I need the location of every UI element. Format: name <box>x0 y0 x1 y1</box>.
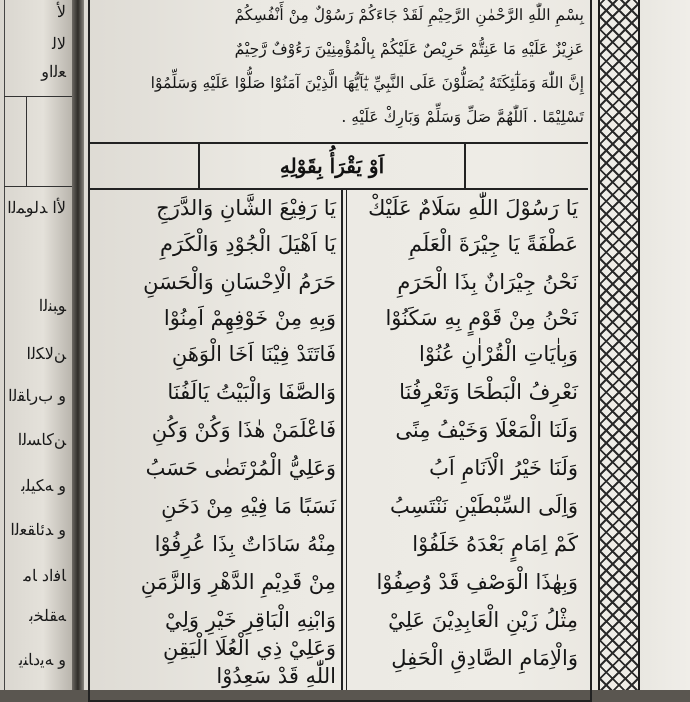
verse-line: ﻧَﻌْﺮِﻑُ ﺍﻟْﺒَﻄْﺤَﺎ ﻭَﺗَﻌْﺮِﻓُﻨَﺎ <box>399 380 578 404</box>
adjacent-page-text: ﻭ ﺏﺭﺎﻘﻟﺍ <box>8 386 66 405</box>
verse-line: ﺣَﺮَﻡُ ﺍﻟْﺎِﺣْﺴَﺎﻥِ ﻭَﺍﻟْﺤَﺴَﻦِ <box>143 270 336 294</box>
adjacent-page-text: ﻪﻘﻠﺨﺑ <box>29 606 66 625</box>
adjacent-page-text: ﻻﻟ <box>52 34 66 53</box>
verse-line: ﺍﻟﻠّٰﻪِ ﻗَﺪْ ﺳَﻌِﺪُﻭْﺍ <box>216 664 336 688</box>
verse-line: ﻳَﺎ ﺍَﻫْﻴَﻞَ ﺍﻟْﺠُﻮْﺩِ ﻭَﺍﻟْﻜَﺮَﻡِ <box>160 232 336 256</box>
book-gutter <box>72 0 84 690</box>
column-divider <box>341 190 343 690</box>
verse-line: ﻭَﺑِﻪِ ﻣِﻦْ ﺧَﻮْﻓِﻬِﻢْ ﺍَﻣِﻨُﻮْﺍ <box>163 306 336 330</box>
verse-line: ﻭَﺍﻟْﺎِﻣَﺎﻡِ ﺍﻟﺼَّﺎﺩِﻕِ ﺍﻟْﺤَﻔِﻞِ <box>391 646 578 670</box>
verse-line: ﻭَﻋَﻠِﻲُّ ﺍﻟْﻤُﺮْﺗَﻀٰﻰ ﺣَﺴَﺐُ <box>145 456 336 480</box>
verse-line: ﻳَﺎ ﺭَﻓِﻴْﻊَ ﺍﻟﺸَّﺎﻥِ ﻭَﺍﻟﺪَّﺭَﺝِ <box>156 196 336 220</box>
adjacent-page-text: ﻷ <box>56 2 66 21</box>
verse-line: ﻭَﺍﺑْﻨِﻪِ ﺍﻟْﺒَﺎﻗِﺮِ ﺧَﻴْﺮِ ﻭَﻟِﻲْ <box>165 608 336 632</box>
adjacent-page-text: ﻷﺍ ﺪﻟﻮﻤﻟﺍ <box>7 198 66 217</box>
header-rule-top <box>90 142 588 144</box>
adjacent-page-rule <box>4 96 72 97</box>
opening-line: ﺗَﺴْﻠِﻴْﻤًﺎ . ﺍَﻟﻠّٰﻬُﻢَّ ﺻَﻞِّ ﻭَﺳَﻠِّﻢْ ﻭَﺑَﺎﺭِﻙْ ﻋَﻠَﻴْﻪِ . <box>341 108 584 126</box>
book-page <box>84 0 690 690</box>
adjacent-page-text: ﻭ ﻪﻳﺩﺎﻨﻳ <box>18 650 66 669</box>
verse-line: ﻋَﻄْﻔَﺔً ﻳَﺎ ﺟِﻴْﺮَﺓَ ﺍﻟْﻌَﻠَﻢِ <box>408 232 578 256</box>
header-rule-bottom <box>90 188 588 190</box>
adjacent-page-text: ﻮﺒﻨﻟﺍ <box>38 296 66 315</box>
ornamental-border <box>598 0 640 690</box>
opening-line: ﺇِﻥَّ ﺍﻟﻠّٰﻪَ ﻭَﻣَﻠٰٓﺌِﻜَﺘَﻪُ ﻳُﺼَﻠُّﻮْﻥَ ﻋَﻠَﻰ ﺍﻟﻨَّﺒِﻲِّ ﻳٰٓﺎَﻳُّﻬَﺎ ﺍﻟَّﺬِﻳْﻦَ ﺁﻣَﻨُﻮْﺍ ﺻَﻠُّﻮْﺍ ﻋَﻠَﻴْﻪِ ﻭَﺳَﻠِّﻤُﻮْﺍ <box>150 74 584 92</box>
verse-line: ﻣِﺜْﻞُ ﺯَﻳْﻦِ ﺍﻟْﻌَﺎﺑِﺪِﻳْﻦَ ﻋَﻠِﻲْ <box>388 608 578 632</box>
opening-line: ﻋَﺰِﻳْﺰٌ ﻋَﻠَﻴْﻪِ ﻣَﺎ ﻋَﻨِﺘُّﻢْ ﺣَﺮِﻳْﺺٌ ﻋَﻠَﻴْﻜُﻢْ ﺑِﺎﻟْﻤُﺆْﻣِﻨِﻴْﻦَ ﺭَﺀُﻭْﻑٌ ﺭَّﺣِﻴْﻢٌ <box>234 40 584 58</box>
verse-line: ﻓَﺎﺗَﺘَﺪْ ﻓِﻴْﻨَﺎ ﺍَﺧَﺎ ﺍﻟْﻮَﻫَﻦِ <box>171 342 336 366</box>
verse-line: ﻣِﻨْﻪُ ﺳَﺎﺩَﺍﺕٌ ﺑِﺬَﺍ ﻋُﺮِﻓُﻮْﺍ <box>154 532 336 556</box>
adjacent-page-text: ﻭ ﺪﺋﺎﻘﻌﻟﺍ <box>10 520 66 539</box>
adjacent-page-rule <box>26 96 27 186</box>
verse-line: ﻭَﺍِﻟَﻰ ﺍﻟﺴِّﺒْﻄَﻴْﻦِ ﻧَﻨْﺘَﺴِﺐُ <box>390 494 578 518</box>
opening-line: ﺑِﺴْﻢِ ﺍﻟﻠّٰﻪِ ﺍﻟﺮَّﺣْﻤٰﻦِ ﺍﻟﺮَّﺣِﻴْﻢِ ﻟَﻘَﺪْ ﺟَﺎﺀَﻛُﻢْ ﺭَﺳُﻮْﻝٌ ﻣِﻦْ ﺃَﻧْﻔُﺴِﻜُﻢْ <box>234 6 584 24</box>
adjacent-page-rule <box>4 186 72 187</box>
adjacent-page-text: ﻦﻟﺎﻜﻟﺍ <box>26 344 66 363</box>
verse-line: ﻭَﻟَﻨَﺎ ﺍﻟْﻤَﻌْﻠَﺎ ﻭَﺧَﻴْﻒُ ﻣِﻨًﻰ <box>395 418 578 442</box>
adjacent-page-text: ﻦﻛﺎﺴﻟﺍ <box>17 430 66 449</box>
adjacent-page-text: ﻌﻟﺍﻭ <box>41 62 66 81</box>
header-divider <box>464 142 466 190</box>
verse-line: ﻛَﻢْ ﺍِﻣَﺎﻡٍ ﺑَﻌْﺪَﻩُ ﺧَﻠَﻔُﻮْﺍ <box>412 532 578 556</box>
verse-line: ﻧَﺴَﺒًﺎ ﻣَﺎ ﻓِﻴْﻪِ ﻣِﻦْ ﺩَﺧَﻦِ <box>161 494 336 518</box>
verse-line: ﻭَﺑِﺎٰﻳَﺎﺕِ ﺍﻟْﻘُﺮْﺍٰﻥِ ﻋُﻨُﻮْﺍ <box>419 342 578 366</box>
adjacent-page-text: ﺎﻓﺍﺩ ﺎﻣ <box>23 566 66 585</box>
column-divider <box>346 190 347 690</box>
verse-line: ﻳَﺎ ﺭَﺳُﻮْﻝَ ﺍﻟﻠّٰﻪِ ﺳَﻠَﺎﻡٌ ﻋَﻠَﻴْﻚْ <box>368 196 578 220</box>
verse-line: ﻭَﺑِﻬٰﺬَﺍ ﺍﻟْﻮَﺻْﻒِ ﻗَﺪْ ﻭُﺻِﻔُﻮْﺍ <box>376 570 578 594</box>
verse-line: ﻭَﺍﻟﺼَّﻔَﺎ ﻭَﺍﻟْﺒَﻴْﺖُ ﻳَﺎﻟَﻔُﻨَﺎ <box>167 380 336 404</box>
verse-line: ﻣِﻦْ ﻗَﺪِﻳْﻢِ ﺍﻟﺪَّﻫْﺮِ ﻭَﺍﻟﺰَّﻣَﻦِ <box>140 570 336 594</box>
adjacent-page <box>0 0 72 690</box>
verse-line: ﻭَﻟَﻨَﺎ ﺧَﻴْﺮُ ﺍﻟْﺎَﻧَﺎﻡِ ﺍَﺏُ <box>429 456 578 480</box>
section-title: ﺍَﻭْ ﻳَﻘْﺮَﺃُ ﺑِﻘَﻮْﻟِﻪِ <box>279 154 385 178</box>
adjacent-page-border <box>4 0 5 690</box>
verse-line: ﻧَﺤْﻦُ ﻣِﻦْ ﻗَﻮْﻡٍ ﺑِﻪِ ﺳَﻜَﻨُﻮْﺍ <box>385 306 578 330</box>
verse-line: ﻧَﺤْﻦُ ﺟِﻴْﺮَﺍﻥٌ ﺑِﺬَﺍ ﺍﻟْﺤَﺮَﻡِ <box>397 270 578 294</box>
adjacent-page-text: ﻭ ﻪﻜﻴﻠﺑ <box>21 476 66 495</box>
verse-line: ﻭَﻋَﻠِﻲْ ﺫِﻱ ﺍﻟْﻌُﻠَﺎ ﺍﻟْﻴَﻘِﻦِ <box>162 636 336 660</box>
page-margin <box>640 0 690 690</box>
verse-line: ﻓَﺎﻋْﻠَﻤَﻦْ ﻫٰﺬَﺍ ﻭَﻛُﻦْ ﻭَﻛُﻦِ <box>151 418 336 442</box>
